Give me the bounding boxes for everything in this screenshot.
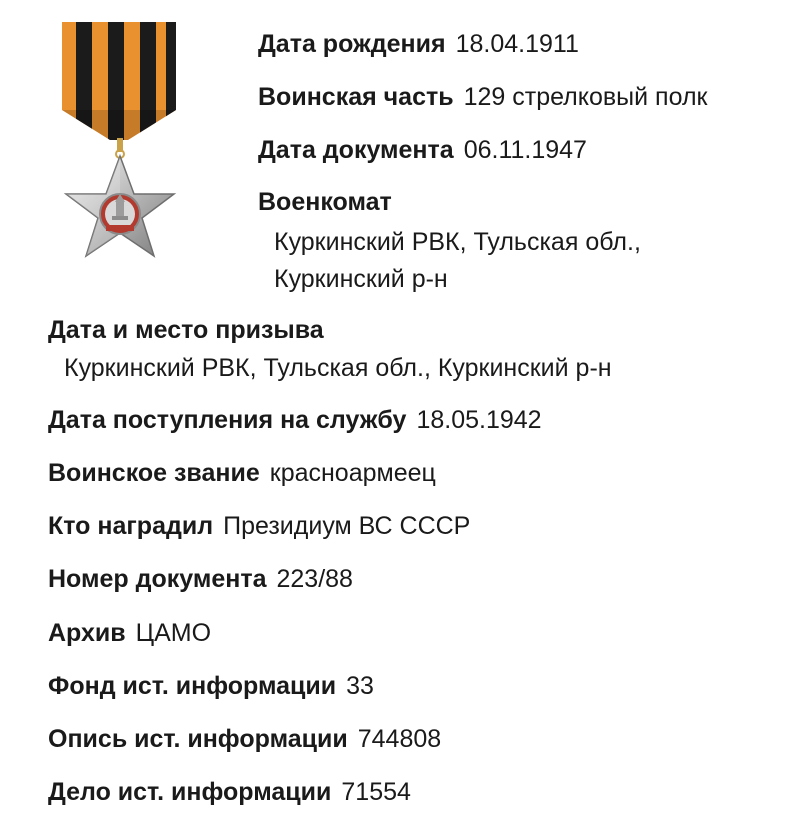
archive-field — [48, 617, 211, 649]
archive-label: Архив — [48, 619, 126, 647]
delo-label: Дело ист. информации — [48, 778, 332, 806]
delo-field — [48, 776, 411, 808]
military-unit-value: 129 стрелковый полк — [463, 83, 708, 111]
enlistment-office-value-line2: Куркинский р-н — [274, 265, 448, 293]
service-start-label: Дата поступления на службу — [48, 406, 407, 434]
delo-value: 71554 — [341, 778, 411, 806]
fond-label: Фонд ист. информации — [48, 672, 337, 700]
military-unit-label: Воинская часть — [258, 83, 454, 111]
birth-date-label: Дата рождения — [258, 30, 446, 58]
opis-field — [48, 723, 441, 755]
enlistment-office-label: Военкомат — [258, 188, 392, 216]
birth-date-field — [258, 28, 579, 60]
opis-label: Опись ист. информации — [48, 725, 348, 753]
fond-field — [48, 670, 374, 702]
birth-date-value: 18.04.1911 — [455, 30, 579, 58]
archive-value: ЦАМО — [135, 619, 212, 647]
document-number-value: 223/88 — [276, 565, 353, 593]
conscription-value: Куркинский РВК, Тульская обл., Куркинский р-н — [64, 354, 612, 382]
awarded-by-label: Кто наградил — [48, 512, 214, 540]
service-start-field — [48, 404, 542, 436]
opis-value: 744808 — [357, 725, 442, 753]
military-unit-field — [258, 81, 707, 113]
awarded-by-field — [48, 510, 470, 542]
order-of-glory-medal-icon — [58, 22, 186, 262]
conscription-label: Дата и место призыва — [48, 316, 324, 344]
document-date-field — [258, 134, 587, 166]
rank-value: красноармеец — [269, 459, 436, 487]
awarded-by-value: Президиум ВС СССР — [223, 512, 471, 540]
document-date-label: Дата документа — [258, 136, 454, 164]
document-number-field — [48, 563, 353, 595]
conscription-label-row — [48, 314, 324, 346]
fond-value: 33 — [346, 672, 374, 700]
enlistment-office-value-line1: Куркинский РВК, Тульская обл., — [274, 228, 641, 256]
document-date-value: 06.11.1947 — [463, 136, 587, 164]
enlistment-office-label-row — [258, 186, 392, 218]
document-number-label: Номер документа — [48, 565, 267, 593]
rank-label: Воинское звание — [48, 459, 260, 487]
rank-field — [48, 457, 436, 489]
service-start-value: 18.05.1942 — [416, 406, 542, 434]
